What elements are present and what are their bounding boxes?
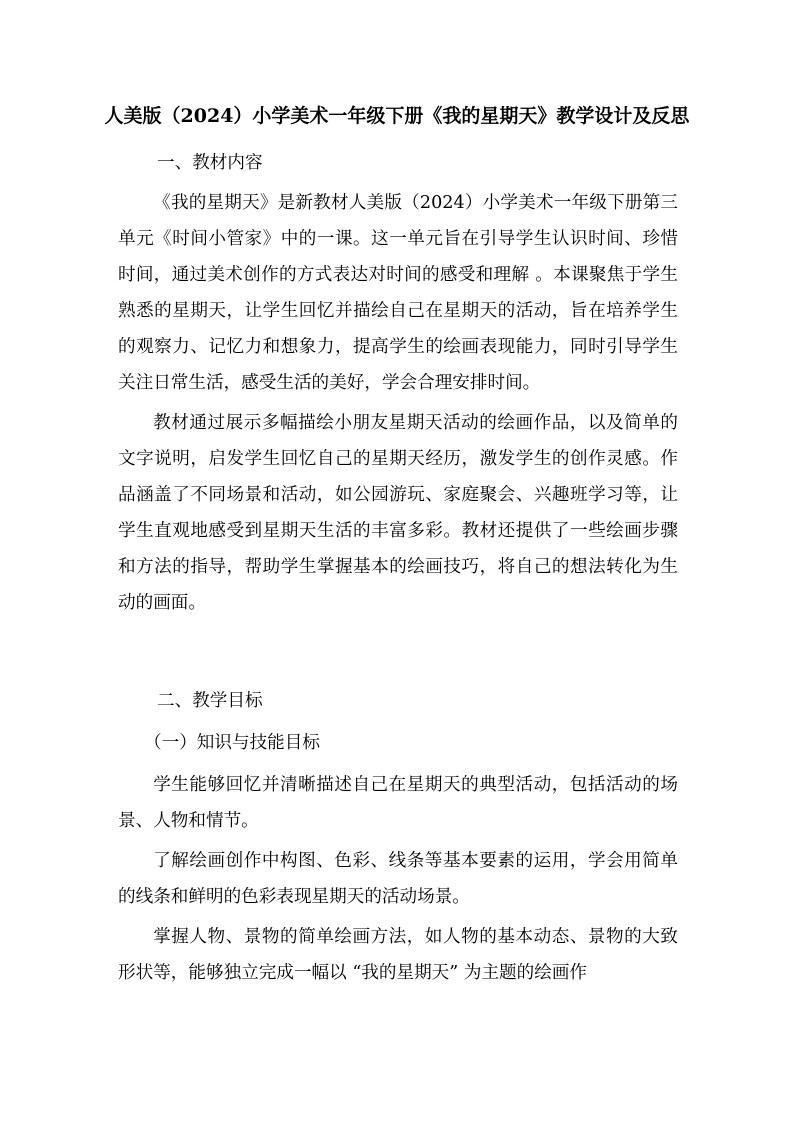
subsection-heading-knowledge-skills: （一）知识与技能目标 <box>144 733 320 753</box>
section-heading-textbook-content: 一、教材内容 <box>157 153 263 173</box>
paragraph: 教材通过展示多幅描绘小朋友星期天活动的绘画作品，以及简单的文字说明，启发学生回忆自己的星期天经历，激发学生的创作灵感。作品涵盖了不同场景和活动，如公园游玩、家庭聚会、兴趣班学习等，让学生直观地感受到星期天生活的丰富多彩。教材还提供了一些绘画步骤和方法的指导，帮助学生掌握基本的绘画技巧，将自己的想法转化为生动的画面。 <box>118 413 678 613</box>
paragraph: 《我的星期天》是新教材人美版（2024）小学美术一年级下册第三单元《时间小管家》中的一课。这一单元旨在引导学生认识时间、珍惜时间，通过美术创作的方式表达对时间的感受和理解 。本课聚焦于学生熟悉的星期天，让学生回忆并描绘自己在星期天的活动，旨在培养学生的观察力、记忆力和想象力，提高学生的绘画表现能力，同时引导学生关注日常生活，感受生活的美好，学会合理安排时间。 <box>118 193 678 393</box>
document-title: 人美版（2024）小学美术一年级下册《我的星期天》教学设计及反思 <box>104 105 690 127</box>
section-heading-teaching-goals: 二、教学目标 <box>157 691 263 711</box>
paragraph: 了解绘画创作中构图、色彩、线条等基本要素的运用，学会用简单的线条和鲜明的色彩表现星期天的活动场景。 <box>118 851 678 907</box>
paragraph: 学生能够回忆并清晰描述自己在星期天的典型活动，包括活动的场景、人物和情节。 <box>118 775 678 831</box>
section-2-body <box>118 767 678 991</box>
section-1-body <box>118 185 678 621</box>
paragraph: 掌握人物、景物的简单绘画方法，如人物的基本动态、景物的大致形状等，能够独立完成一幅以 “我的星期天” 为主题的绘画作 <box>118 927 678 983</box>
